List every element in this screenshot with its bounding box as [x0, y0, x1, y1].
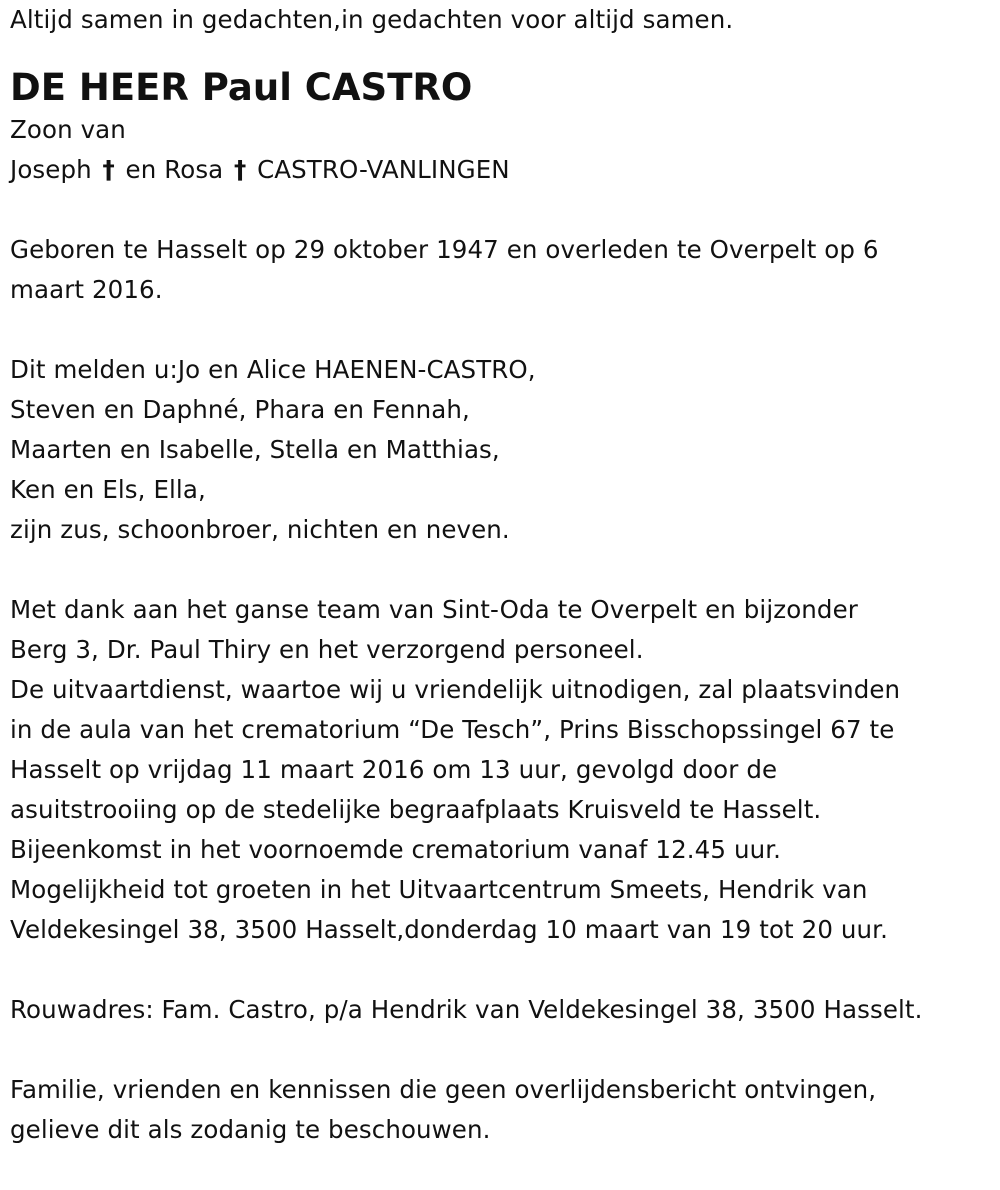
paragraph-line: asuitstrooiing op de stedelijke begraafplaats Kruisveld te Hasselt. — [10, 795, 822, 824]
spacer — [10, 190, 995, 230]
paragraph-line: Berg 3, Dr. Paul Thiry en het verzorgend personeel. — [10, 635, 644, 664]
paragraph-line: Familie, vrienden en kennissen die geen overlijdensbericht ontvingen, — [10, 1075, 877, 1104]
spacer — [10, 40, 995, 60]
mourning-address: Rouwadres: Fam. Castro, p/a Hendrik van Veldekesingel 38, 3500 Hasselt. — [10, 995, 923, 1024]
paragraph-line: Hasselt op vrijdag 11 maart 2016 om 13 uur, gevolgd door de — [10, 755, 778, 784]
spacer — [10, 550, 995, 590]
paragraph-line: Maarten en Isabelle, Stella en Matthias, — [10, 435, 500, 464]
paragraph-line: zijn zus, schoonbroer, nichten en neven. — [10, 515, 510, 544]
paragraph-line: Met dank aan het ganse team van Sint-Oda te Overpelt en bijzonder — [10, 595, 858, 624]
deceased-name-title: DE HEER Paul CASTRO — [10, 66, 473, 109]
father-name: Joseph — [10, 155, 92, 184]
parents-surname: CASTRO-VANLINGEN — [257, 155, 510, 184]
parents-line — [10, 150, 995, 190]
paragraph-line: Bijeenkomst in het voornoemde crematorium vanaf 12.45 uur. — [10, 835, 782, 864]
paragraph-line: in de aula van het crematorium “De Tesch”, Prins Bisschopssingel 67 te — [10, 715, 895, 744]
cross-icon: † — [234, 155, 247, 184]
paragraph-line: Mogelijkheid tot groeten in het Uitvaartcentrum Smeets, Hendrik van — [10, 875, 868, 904]
birth-death-paragraph — [10, 230, 995, 310]
obituary-notice — [10, 0, 995, 1150]
paragraph-line: De uitvaartdienst, waartoe wij u vriendelijk uitnodigen, zal plaatsvinden — [10, 675, 901, 704]
paragraph-line: Dit melden u:Jo en Alice HAENEN-CASTRO, — [10, 355, 536, 384]
spacer — [10, 1030, 995, 1070]
cross-icon: † — [102, 155, 115, 184]
paragraph-line: Geboren te Hasselt op 29 oktober 1947 en overleden te Overpelt op 6 — [10, 235, 879, 264]
service-paragraph — [10, 590, 995, 950]
spacer — [10, 310, 995, 350]
paragraph-line: maart 2016. — [10, 275, 163, 304]
paragraph-line: Steven en Daphné, Phara en Fennah, — [10, 395, 470, 424]
paragraph-line: gelieve dit als zodanig te beschouwen. — [10, 1115, 491, 1144]
paragraph-line: Ken en Els, Ella, — [10, 475, 206, 504]
announcers-paragraph — [10, 350, 995, 550]
closing-paragraph — [10, 1070, 995, 1150]
mother-connector: en Rosa — [125, 155, 224, 184]
spacer — [10, 950, 995, 990]
paragraph-line: Veldekesingel 38, 3500 Hasselt,donderdag 10 maart van 19 tot 20 uur. — [10, 915, 888, 944]
motto: Altijd samen in gedachten,in gedachten voor altijd samen. — [10, 5, 734, 34]
parents-intro: Zoon van — [10, 115, 126, 144]
